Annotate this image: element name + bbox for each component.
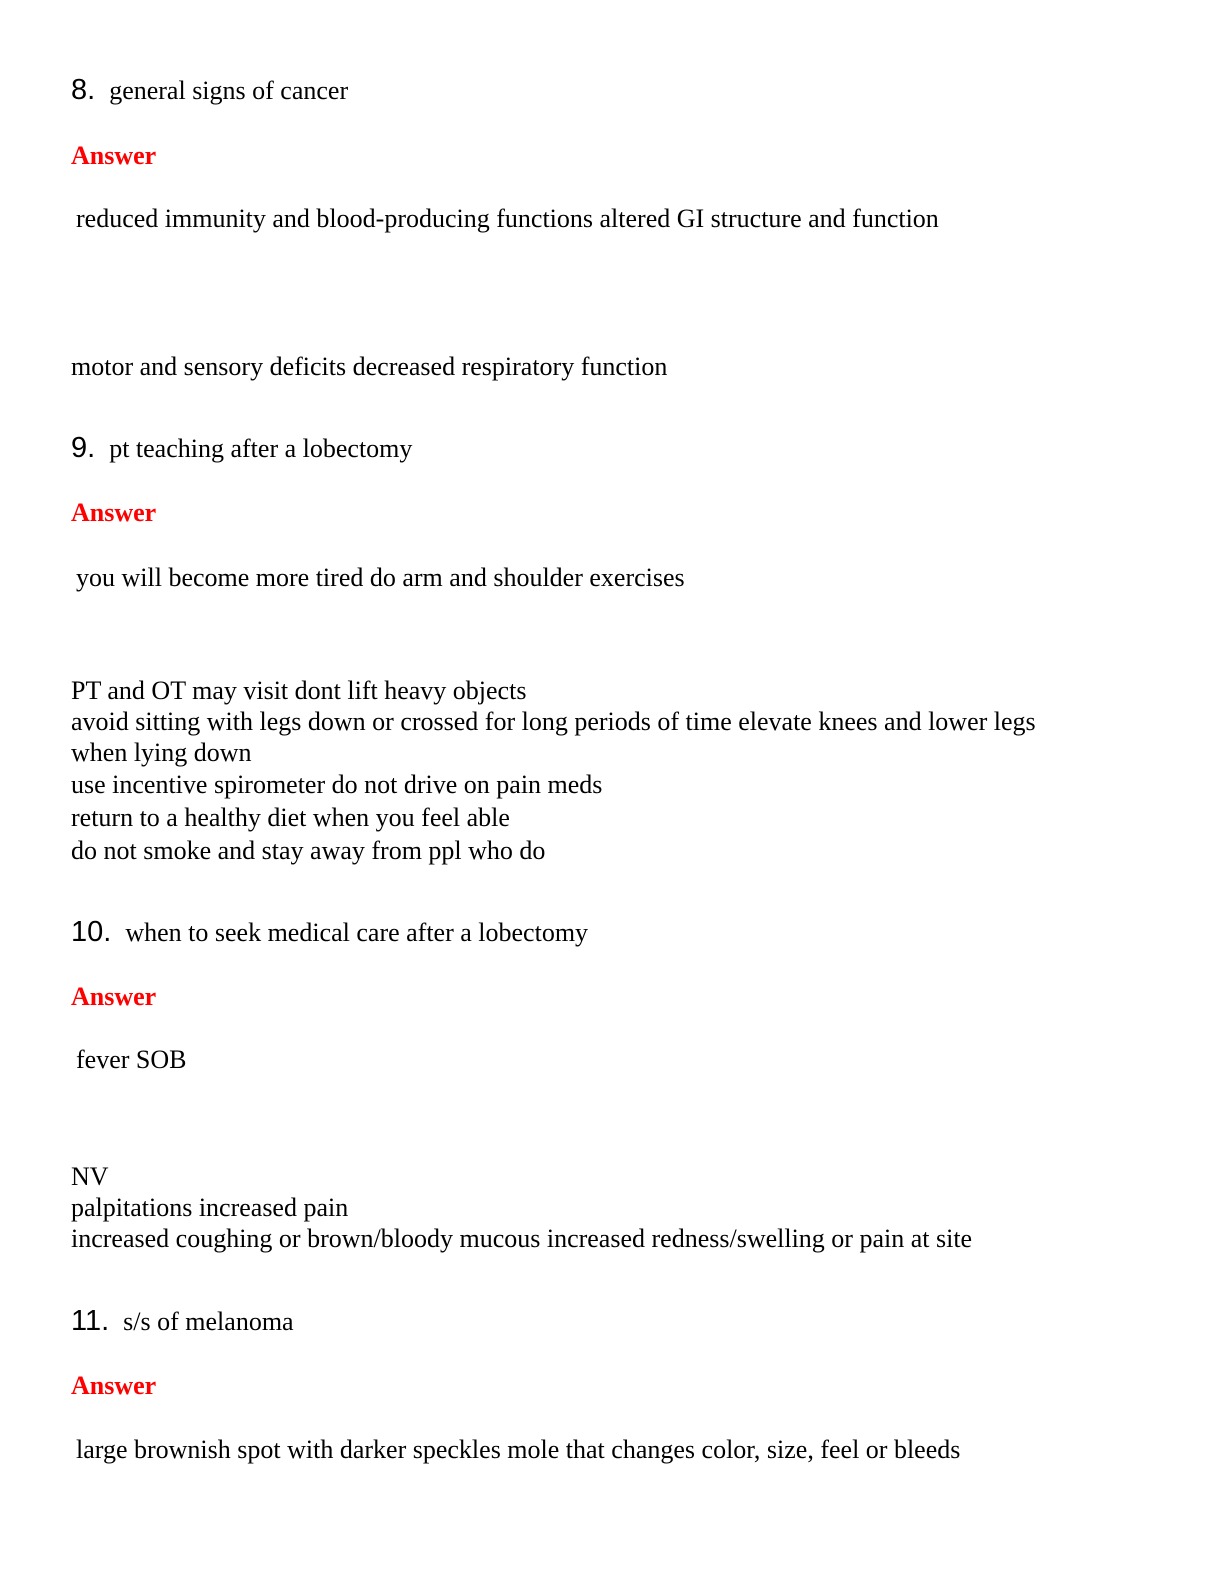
answer-text: you will become more tired do arm and shoulder exercises [76, 563, 685, 592]
question-8 [71, 74, 348, 107]
answer-text: reduced immunity and blood-producing functions altered GI structure and function [76, 204, 939, 233]
answer-line: use incentive spirometer do not drive on pain meds [71, 770, 603, 799]
question-10 [71, 916, 588, 949]
question-number: 9. [71, 432, 96, 464]
answer-line: PT and OT may visit dont lift heavy objects [71, 676, 527, 705]
answer-text: fever SOB [76, 1045, 187, 1074]
question-11 [71, 1305, 294, 1338]
question-text: when to seek medical care after a lobectomy [125, 918, 589, 947]
answer-text-block [71, 1161, 972, 1254]
answer-text-block [71, 675, 1036, 866]
answer-line: when lying down [71, 738, 252, 767]
answer-text: large brownish spot with darker speckles mole that changes color, size, feel or bleeds [76, 1435, 961, 1464]
answer-label: Answer [71, 1371, 157, 1400]
question-number: 11. [71, 1305, 110, 1337]
question-text: pt teaching after a lobectomy [109, 434, 413, 463]
answer-line: palpitations increased pain [71, 1193, 349, 1222]
answer-line: return to a healthy diet when you feel able [71, 803, 510, 832]
question-number: 8. [71, 74, 96, 106]
answer-label: Answer [71, 498, 157, 527]
answer-label: Answer [71, 141, 157, 170]
question-text: s/s of melanoma [123, 1307, 294, 1336]
question-9 [71, 432, 412, 465]
answer-line: NV [71, 1162, 109, 1191]
answer-text: motor and sensory deficits decreased respiratory function [71, 352, 668, 381]
answer-line: avoid sitting with legs down or crossed for long periods of time elevate knees and lower legs [71, 707, 1036, 736]
question-text: general signs of cancer [109, 76, 349, 105]
answer-label: Answer [71, 982, 157, 1011]
question-number: 10. [71, 916, 112, 948]
answer-line: increased coughing or brown/bloody mucous increased redness/swelling or pain at site [71, 1224, 973, 1253]
answer-line: do not smoke and stay away from ppl who do [71, 836, 546, 865]
